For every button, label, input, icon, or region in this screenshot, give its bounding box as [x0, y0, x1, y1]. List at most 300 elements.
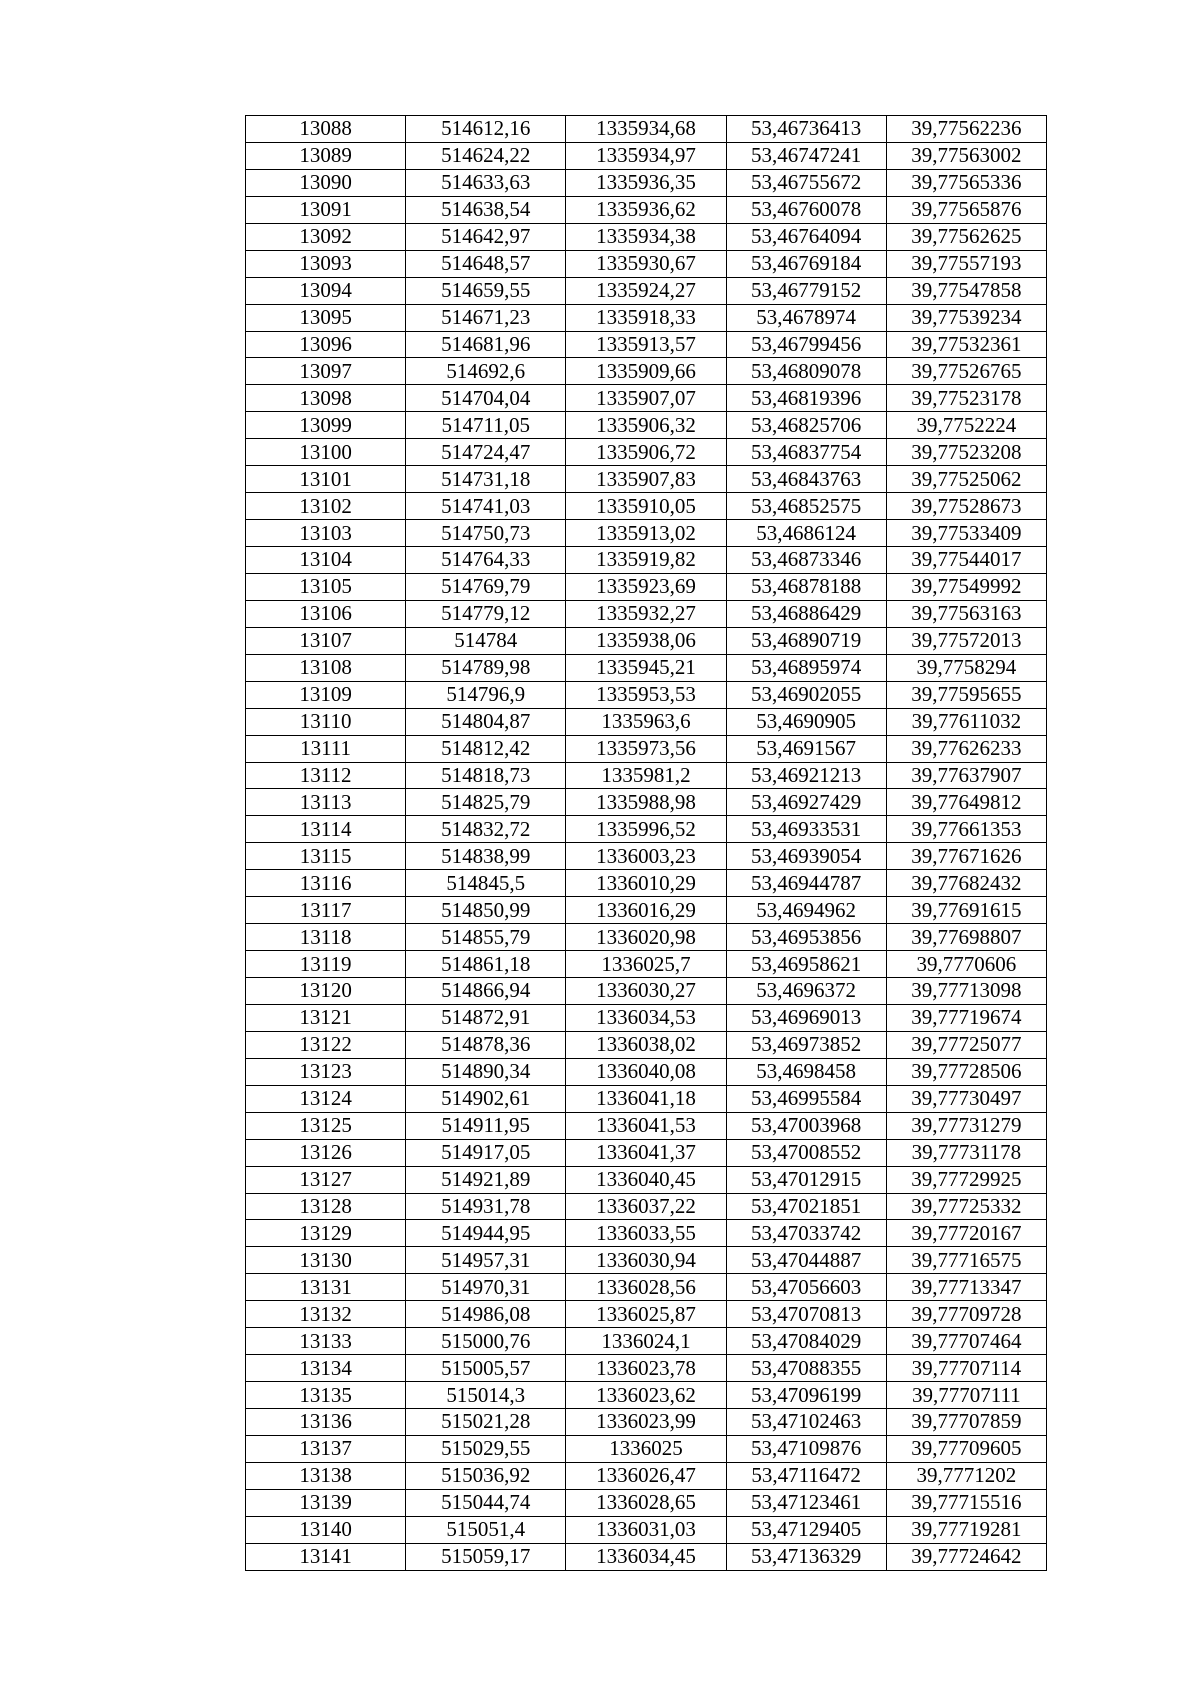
longitude-cell: 39,77562236: [886, 116, 1046, 143]
point-number-cell: 13122: [246, 1031, 406, 1058]
longitude-cell: 39,77719674: [886, 1004, 1046, 1031]
latitude-cell: 53,4691567: [726, 735, 886, 762]
point-number-cell: 13138: [246, 1462, 406, 1489]
point-number-cell: 13091: [246, 196, 406, 223]
latitude-cell: 53,4694962: [726, 897, 886, 924]
latitude-cell: 53,46736413: [726, 116, 886, 143]
longitude-cell: 39,77562625: [886, 223, 1046, 250]
x-coordinate-cell: 514917,05: [406, 1139, 566, 1166]
longitude-cell: 39,77730497: [886, 1085, 1046, 1112]
latitude-cell: 53,47102463: [726, 1409, 886, 1436]
y-coordinate-cell: 1336031,03: [566, 1516, 726, 1543]
longitude-cell: 39,77724642: [886, 1543, 1046, 1570]
longitude-cell: 39,77707464: [886, 1328, 1046, 1355]
table-row: [246, 1435, 1047, 1462]
table-row: [246, 1328, 1047, 1355]
table-row: [246, 1004, 1047, 1031]
longitude-cell: 39,77637907: [886, 762, 1046, 789]
x-coordinate-cell: 514931,78: [406, 1193, 566, 1220]
y-coordinate-cell: 1335906,72: [566, 439, 726, 466]
x-coordinate-cell: 514838,99: [406, 843, 566, 870]
table-row: [246, 1193, 1047, 1220]
x-coordinate-cell: 514789,98: [406, 654, 566, 681]
x-coordinate-cell: 514878,36: [406, 1031, 566, 1058]
x-coordinate-cell: 515005,57: [406, 1355, 566, 1382]
longitude-cell: 39,77528673: [886, 493, 1046, 520]
y-coordinate-cell: 1336023,78: [566, 1355, 726, 1382]
latitude-cell: 53,4690905: [726, 708, 886, 735]
y-coordinate-cell: 1336041,53: [566, 1112, 726, 1139]
table-row: [246, 304, 1047, 331]
y-coordinate-cell: 1336025,87: [566, 1301, 726, 1328]
point-number-cell: 13130: [246, 1247, 406, 1274]
table-row: [246, 816, 1047, 843]
latitude-cell: 53,4678974: [726, 304, 886, 331]
table-row: [246, 439, 1047, 466]
latitude-cell: 53,46837754: [726, 439, 886, 466]
table-row: [246, 169, 1047, 196]
point-number-cell: 13094: [246, 277, 406, 304]
longitude-cell: 39,77565336: [886, 169, 1046, 196]
table-row: [246, 735, 1047, 762]
x-coordinate-cell: 514642,97: [406, 223, 566, 250]
latitude-cell: 53,4696372: [726, 978, 886, 1005]
y-coordinate-cell: 1336025: [566, 1435, 726, 1462]
y-coordinate-cell: 1335938,06: [566, 627, 726, 654]
x-coordinate-cell: 514671,23: [406, 304, 566, 331]
point-number-cell: 13134: [246, 1355, 406, 1382]
longitude-cell: 39,77532361: [886, 331, 1046, 358]
y-coordinate-cell: 1335963,6: [566, 708, 726, 735]
longitude-cell: 39,77716575: [886, 1247, 1046, 1274]
latitude-cell: 53,47021851: [726, 1193, 886, 1220]
longitude-cell: 39,77563163: [886, 600, 1046, 627]
longitude-cell: 39,77661353: [886, 816, 1046, 843]
x-coordinate-cell: 514850,99: [406, 897, 566, 924]
x-coordinate-cell: 514724,47: [406, 439, 566, 466]
latitude-cell: 53,46760078: [726, 196, 886, 223]
point-number-cell: 13108: [246, 654, 406, 681]
x-coordinate-cell: 514750,73: [406, 520, 566, 547]
longitude-cell: 39,77731279: [886, 1112, 1046, 1139]
x-coordinate-cell: 515036,92: [406, 1462, 566, 1489]
longitude-cell: 39,77698807: [886, 924, 1046, 951]
point-number-cell: 13141: [246, 1543, 406, 1570]
table-row: [246, 1247, 1047, 1274]
longitude-cell: 39,7752224: [886, 412, 1046, 439]
point-number-cell: 13131: [246, 1274, 406, 1301]
point-number-cell: 13104: [246, 547, 406, 574]
table-row: [246, 1220, 1047, 1247]
latitude-cell: 53,47084029: [726, 1328, 886, 1355]
x-coordinate-cell: 515014,3: [406, 1382, 566, 1409]
point-number-cell: 13103: [246, 520, 406, 547]
table-row: [246, 978, 1047, 1005]
x-coordinate-cell: 514911,95: [406, 1112, 566, 1139]
latitude-cell: 53,46902055: [726, 681, 886, 708]
longitude-cell: 39,77595655: [886, 681, 1046, 708]
y-coordinate-cell: 1336023,99: [566, 1409, 726, 1436]
table-row: [246, 520, 1047, 547]
x-coordinate-cell: 515000,76: [406, 1328, 566, 1355]
point-number-cell: 13139: [246, 1489, 406, 1516]
y-coordinate-cell: 1336030,94: [566, 1247, 726, 1274]
x-coordinate-cell: 514818,73: [406, 762, 566, 789]
longitude-cell: 39,77709728: [886, 1301, 1046, 1328]
latitude-cell: 53,47129405: [726, 1516, 886, 1543]
x-coordinate-cell: 514986,08: [406, 1301, 566, 1328]
latitude-cell: 53,46852575: [726, 493, 886, 520]
latitude-cell: 53,46825706: [726, 412, 886, 439]
point-number-cell: 13109: [246, 681, 406, 708]
latitude-cell: 53,47096199: [726, 1382, 886, 1409]
table-row: [246, 1355, 1047, 1382]
table-row: [246, 1166, 1047, 1193]
point-number-cell: 13089: [246, 142, 406, 169]
point-number-cell: 13124: [246, 1085, 406, 1112]
table-row: [246, 843, 1047, 870]
point-number-cell: 13133: [246, 1328, 406, 1355]
x-coordinate-cell: 514764,33: [406, 547, 566, 574]
point-number-cell: 13112: [246, 762, 406, 789]
longitude-cell: 39,77563002: [886, 142, 1046, 169]
y-coordinate-cell: 1336040,08: [566, 1058, 726, 1085]
longitude-cell: 39,77691615: [886, 897, 1046, 924]
x-coordinate-cell: 514624,22: [406, 142, 566, 169]
point-number-cell: 13115: [246, 843, 406, 870]
point-number-cell: 13105: [246, 573, 406, 600]
table-row: [246, 1274, 1047, 1301]
y-coordinate-cell: 1336020,98: [566, 924, 726, 951]
point-number-cell: 13110: [246, 708, 406, 735]
longitude-cell: 39,77533409: [886, 520, 1046, 547]
x-coordinate-cell: 514866,94: [406, 978, 566, 1005]
point-number-cell: 13096: [246, 331, 406, 358]
latitude-cell: 53,46933531: [726, 816, 886, 843]
x-coordinate-cell: 514902,61: [406, 1085, 566, 1112]
point-number-cell: 13123: [246, 1058, 406, 1085]
y-coordinate-cell: 1336003,23: [566, 843, 726, 870]
longitude-cell: 39,77713098: [886, 978, 1046, 1005]
y-coordinate-cell: 1336041,18: [566, 1085, 726, 1112]
table-row: [246, 277, 1047, 304]
y-coordinate-cell: 1335907,07: [566, 385, 726, 412]
point-number-cell: 13137: [246, 1435, 406, 1462]
point-number-cell: 13107: [246, 627, 406, 654]
x-coordinate-cell: 514832,72: [406, 816, 566, 843]
latitude-cell: 53,46953856: [726, 924, 886, 951]
latitude-cell: 53,46747241: [726, 142, 886, 169]
point-number-cell: 13092: [246, 223, 406, 250]
y-coordinate-cell: 1336033,55: [566, 1220, 726, 1247]
point-number-cell: 13113: [246, 789, 406, 816]
latitude-cell: 53,46878188: [726, 573, 886, 600]
latitude-cell: 53,46969013: [726, 1004, 886, 1031]
longitude-cell: 39,77526765: [886, 358, 1046, 385]
x-coordinate-cell: 514741,03: [406, 493, 566, 520]
x-coordinate-cell: 515059,17: [406, 1543, 566, 1570]
longitude-cell: 39,77731178: [886, 1139, 1046, 1166]
latitude-cell: 53,47033742: [726, 1220, 886, 1247]
point-number-cell: 13100: [246, 439, 406, 466]
point-number-cell: 13125: [246, 1112, 406, 1139]
y-coordinate-cell: 1336041,37: [566, 1139, 726, 1166]
table-row: [246, 1139, 1047, 1166]
longitude-cell: 39,77544017: [886, 547, 1046, 574]
x-coordinate-cell: 514872,91: [406, 1004, 566, 1031]
table-row: [246, 547, 1047, 574]
latitude-cell: 53,46764094: [726, 223, 886, 250]
point-number-cell: 13106: [246, 600, 406, 627]
longitude-cell: 39,77720167: [886, 1220, 1046, 1247]
point-number-cell: 13118: [246, 924, 406, 951]
latitude-cell: 53,47056603: [726, 1274, 886, 1301]
coordinates-table-body: [246, 116, 1047, 1571]
point-number-cell: 13140: [246, 1516, 406, 1543]
y-coordinate-cell: 1335996,52: [566, 816, 726, 843]
table-row: [246, 493, 1047, 520]
longitude-cell: 39,77707111: [886, 1382, 1046, 1409]
latitude-cell: 53,4686124: [726, 520, 886, 547]
point-number-cell: 13088: [246, 116, 406, 143]
y-coordinate-cell: 1335909,66: [566, 358, 726, 385]
latitude-cell: 53,4698458: [726, 1058, 886, 1085]
latitude-cell: 53,47109876: [726, 1435, 886, 1462]
y-coordinate-cell: 1336028,56: [566, 1274, 726, 1301]
table-row: [246, 250, 1047, 277]
latitude-cell: 53,47070813: [726, 1301, 886, 1328]
table-row: [246, 708, 1047, 735]
table-row: [246, 1462, 1047, 1489]
y-coordinate-cell: 1335934,97: [566, 142, 726, 169]
point-number-cell: 13121: [246, 1004, 406, 1031]
y-coordinate-cell: 1335910,05: [566, 493, 726, 520]
y-coordinate-cell: 1336028,65: [566, 1489, 726, 1516]
point-number-cell: 13102: [246, 493, 406, 520]
y-coordinate-cell: 1335907,83: [566, 466, 726, 493]
y-coordinate-cell: 1336034,45: [566, 1543, 726, 1570]
point-number-cell: 13132: [246, 1301, 406, 1328]
longitude-cell: 39,77709605: [886, 1435, 1046, 1462]
table-row: [246, 627, 1047, 654]
y-coordinate-cell: 1335973,56: [566, 735, 726, 762]
longitude-cell: 39,77525062: [886, 466, 1046, 493]
x-coordinate-cell: 514659,55: [406, 277, 566, 304]
table-row: [246, 385, 1047, 412]
y-coordinate-cell: 1336024,1: [566, 1328, 726, 1355]
table-row: [246, 358, 1047, 385]
y-coordinate-cell: 1335924,27: [566, 277, 726, 304]
y-coordinate-cell: 1335930,67: [566, 250, 726, 277]
x-coordinate-cell: 515029,55: [406, 1435, 566, 1462]
x-coordinate-cell: 514921,89: [406, 1166, 566, 1193]
latitude-cell: 53,47116472: [726, 1462, 886, 1489]
longitude-cell: 39,77539234: [886, 304, 1046, 331]
point-number-cell: 13090: [246, 169, 406, 196]
table-row: [246, 1112, 1047, 1139]
latitude-cell: 53,46755672: [726, 169, 886, 196]
x-coordinate-cell: 514825,79: [406, 789, 566, 816]
x-coordinate-cell: 514711,05: [406, 412, 566, 439]
longitude-cell: 39,77565876: [886, 196, 1046, 223]
latitude-cell: 53,47123461: [726, 1489, 886, 1516]
y-coordinate-cell: 1335988,98: [566, 789, 726, 816]
point-number-cell: 13099: [246, 412, 406, 439]
longitude-cell: 39,77649812: [886, 789, 1046, 816]
longitude-cell: 39,77549992: [886, 573, 1046, 600]
latitude-cell: 53,46995584: [726, 1085, 886, 1112]
latitude-cell: 53,46779152: [726, 277, 886, 304]
point-number-cell: 13114: [246, 816, 406, 843]
longitude-cell: 39,77729925: [886, 1166, 1046, 1193]
latitude-cell: 53,47044887: [726, 1247, 886, 1274]
latitude-cell: 53,46927429: [726, 789, 886, 816]
latitude-cell: 53,46873346: [726, 547, 886, 574]
table-row: [246, 789, 1047, 816]
x-coordinate-cell: 514779,12: [406, 600, 566, 627]
y-coordinate-cell: 1335936,62: [566, 196, 726, 223]
y-coordinate-cell: 1335934,38: [566, 223, 726, 250]
table-row: [246, 681, 1047, 708]
x-coordinate-cell: 515051,4: [406, 1516, 566, 1543]
table-row: [246, 1489, 1047, 1516]
y-coordinate-cell: 1336025,7: [566, 951, 726, 978]
point-number-cell: 13127: [246, 1166, 406, 1193]
table-row: [246, 331, 1047, 358]
longitude-cell: 39,77715516: [886, 1489, 1046, 1516]
x-coordinate-cell: 514855,79: [406, 924, 566, 951]
x-coordinate-cell: 514681,96: [406, 331, 566, 358]
point-number-cell: 13093: [246, 250, 406, 277]
latitude-cell: 53,46973852: [726, 1031, 886, 1058]
table-row: [246, 762, 1047, 789]
y-coordinate-cell: 1336026,47: [566, 1462, 726, 1489]
latitude-cell: 53,46769184: [726, 250, 886, 277]
longitude-cell: 39,77707114: [886, 1355, 1046, 1382]
latitude-cell: 53,46819396: [726, 385, 886, 412]
table-row: [246, 870, 1047, 897]
x-coordinate-cell: 514890,34: [406, 1058, 566, 1085]
longitude-cell: 39,77572013: [886, 627, 1046, 654]
point-number-cell: 13129: [246, 1220, 406, 1247]
latitude-cell: 53,46944787: [726, 870, 886, 897]
latitude-cell: 53,46886429: [726, 600, 886, 627]
table-row: [246, 1409, 1047, 1436]
table-row: [246, 654, 1047, 681]
x-coordinate-cell: 514845,5: [406, 870, 566, 897]
latitude-cell: 53,46921213: [726, 762, 886, 789]
coordinates-table: [245, 115, 1047, 1571]
x-coordinate-cell: 514704,04: [406, 385, 566, 412]
point-number-cell: 13101: [246, 466, 406, 493]
y-coordinate-cell: 1335919,82: [566, 547, 726, 574]
y-coordinate-cell: 1336016,29: [566, 897, 726, 924]
x-coordinate-cell: 514784: [406, 627, 566, 654]
y-coordinate-cell: 1335906,32: [566, 412, 726, 439]
latitude-cell: 53,46843763: [726, 466, 886, 493]
longitude-cell: 39,77523208: [886, 439, 1046, 466]
y-coordinate-cell: 1335923,69: [566, 573, 726, 600]
x-coordinate-cell: 514648,57: [406, 250, 566, 277]
table-row: [246, 196, 1047, 223]
latitude-cell: 53,46799456: [726, 331, 886, 358]
x-coordinate-cell: 514970,31: [406, 1274, 566, 1301]
table-row: [246, 1031, 1047, 1058]
point-number-cell: 13135: [246, 1382, 406, 1409]
longitude-cell: 39,77725332: [886, 1193, 1046, 1220]
longitude-cell: 39,7770606: [886, 951, 1046, 978]
x-coordinate-cell: 514769,79: [406, 573, 566, 600]
longitude-cell: 39,77557193: [886, 250, 1046, 277]
table-row: [246, 1543, 1047, 1570]
table-row: [246, 897, 1047, 924]
point-number-cell: 13119: [246, 951, 406, 978]
latitude-cell: 53,47136329: [726, 1543, 886, 1570]
x-coordinate-cell: 515021,28: [406, 1409, 566, 1436]
point-number-cell: 13120: [246, 978, 406, 1005]
longitude-cell: 39,77611032: [886, 708, 1046, 735]
y-coordinate-cell: 1336038,02: [566, 1031, 726, 1058]
table-row: [246, 1516, 1047, 1543]
point-number-cell: 13095: [246, 304, 406, 331]
point-number-cell: 13126: [246, 1139, 406, 1166]
table-row: [246, 223, 1047, 250]
y-coordinate-cell: 1336034,53: [566, 1004, 726, 1031]
y-coordinate-cell: 1335918,33: [566, 304, 726, 331]
longitude-cell: 39,77713347: [886, 1274, 1046, 1301]
point-number-cell: 13097: [246, 358, 406, 385]
x-coordinate-cell: 514633,63: [406, 169, 566, 196]
x-coordinate-cell: 515044,74: [406, 1489, 566, 1516]
point-number-cell: 13128: [246, 1193, 406, 1220]
longitude-cell: 39,77671626: [886, 843, 1046, 870]
table-row: [246, 1382, 1047, 1409]
table-row: [246, 1085, 1047, 1112]
longitude-cell: 39,77523178: [886, 385, 1046, 412]
y-coordinate-cell: 1335932,27: [566, 600, 726, 627]
y-coordinate-cell: 1335981,2: [566, 762, 726, 789]
x-coordinate-cell: 514812,42: [406, 735, 566, 762]
y-coordinate-cell: 1336037,22: [566, 1193, 726, 1220]
longitude-cell: 39,77682432: [886, 870, 1046, 897]
y-coordinate-cell: 1335936,35: [566, 169, 726, 196]
latitude-cell: 53,46958621: [726, 951, 886, 978]
longitude-cell: 39,77725077: [886, 1031, 1046, 1058]
table-row: [246, 412, 1047, 439]
table-row: [246, 1058, 1047, 1085]
longitude-cell: 39,77707859: [886, 1409, 1046, 1436]
y-coordinate-cell: 1336023,62: [566, 1382, 726, 1409]
x-coordinate-cell: 514957,31: [406, 1247, 566, 1274]
longitude-cell: 39,77626233: [886, 735, 1046, 762]
longitude-cell: 39,77728506: [886, 1058, 1046, 1085]
longitude-cell: 39,77719281: [886, 1516, 1046, 1543]
latitude-cell: 53,46939054: [726, 843, 886, 870]
point-number-cell: 13117: [246, 897, 406, 924]
table-row: [246, 466, 1047, 493]
x-coordinate-cell: 514804,87: [406, 708, 566, 735]
latitude-cell: 53,47088355: [726, 1355, 886, 1382]
y-coordinate-cell: 1335913,57: [566, 331, 726, 358]
y-coordinate-cell: 1336030,27: [566, 978, 726, 1005]
point-number-cell: 13116: [246, 870, 406, 897]
latitude-cell: 53,47003968: [726, 1112, 886, 1139]
y-coordinate-cell: 1335913,02: [566, 520, 726, 547]
table-row: [246, 142, 1047, 169]
y-coordinate-cell: 1336040,45: [566, 1166, 726, 1193]
y-coordinate-cell: 1335945,21: [566, 654, 726, 681]
y-coordinate-cell: 1335953,53: [566, 681, 726, 708]
